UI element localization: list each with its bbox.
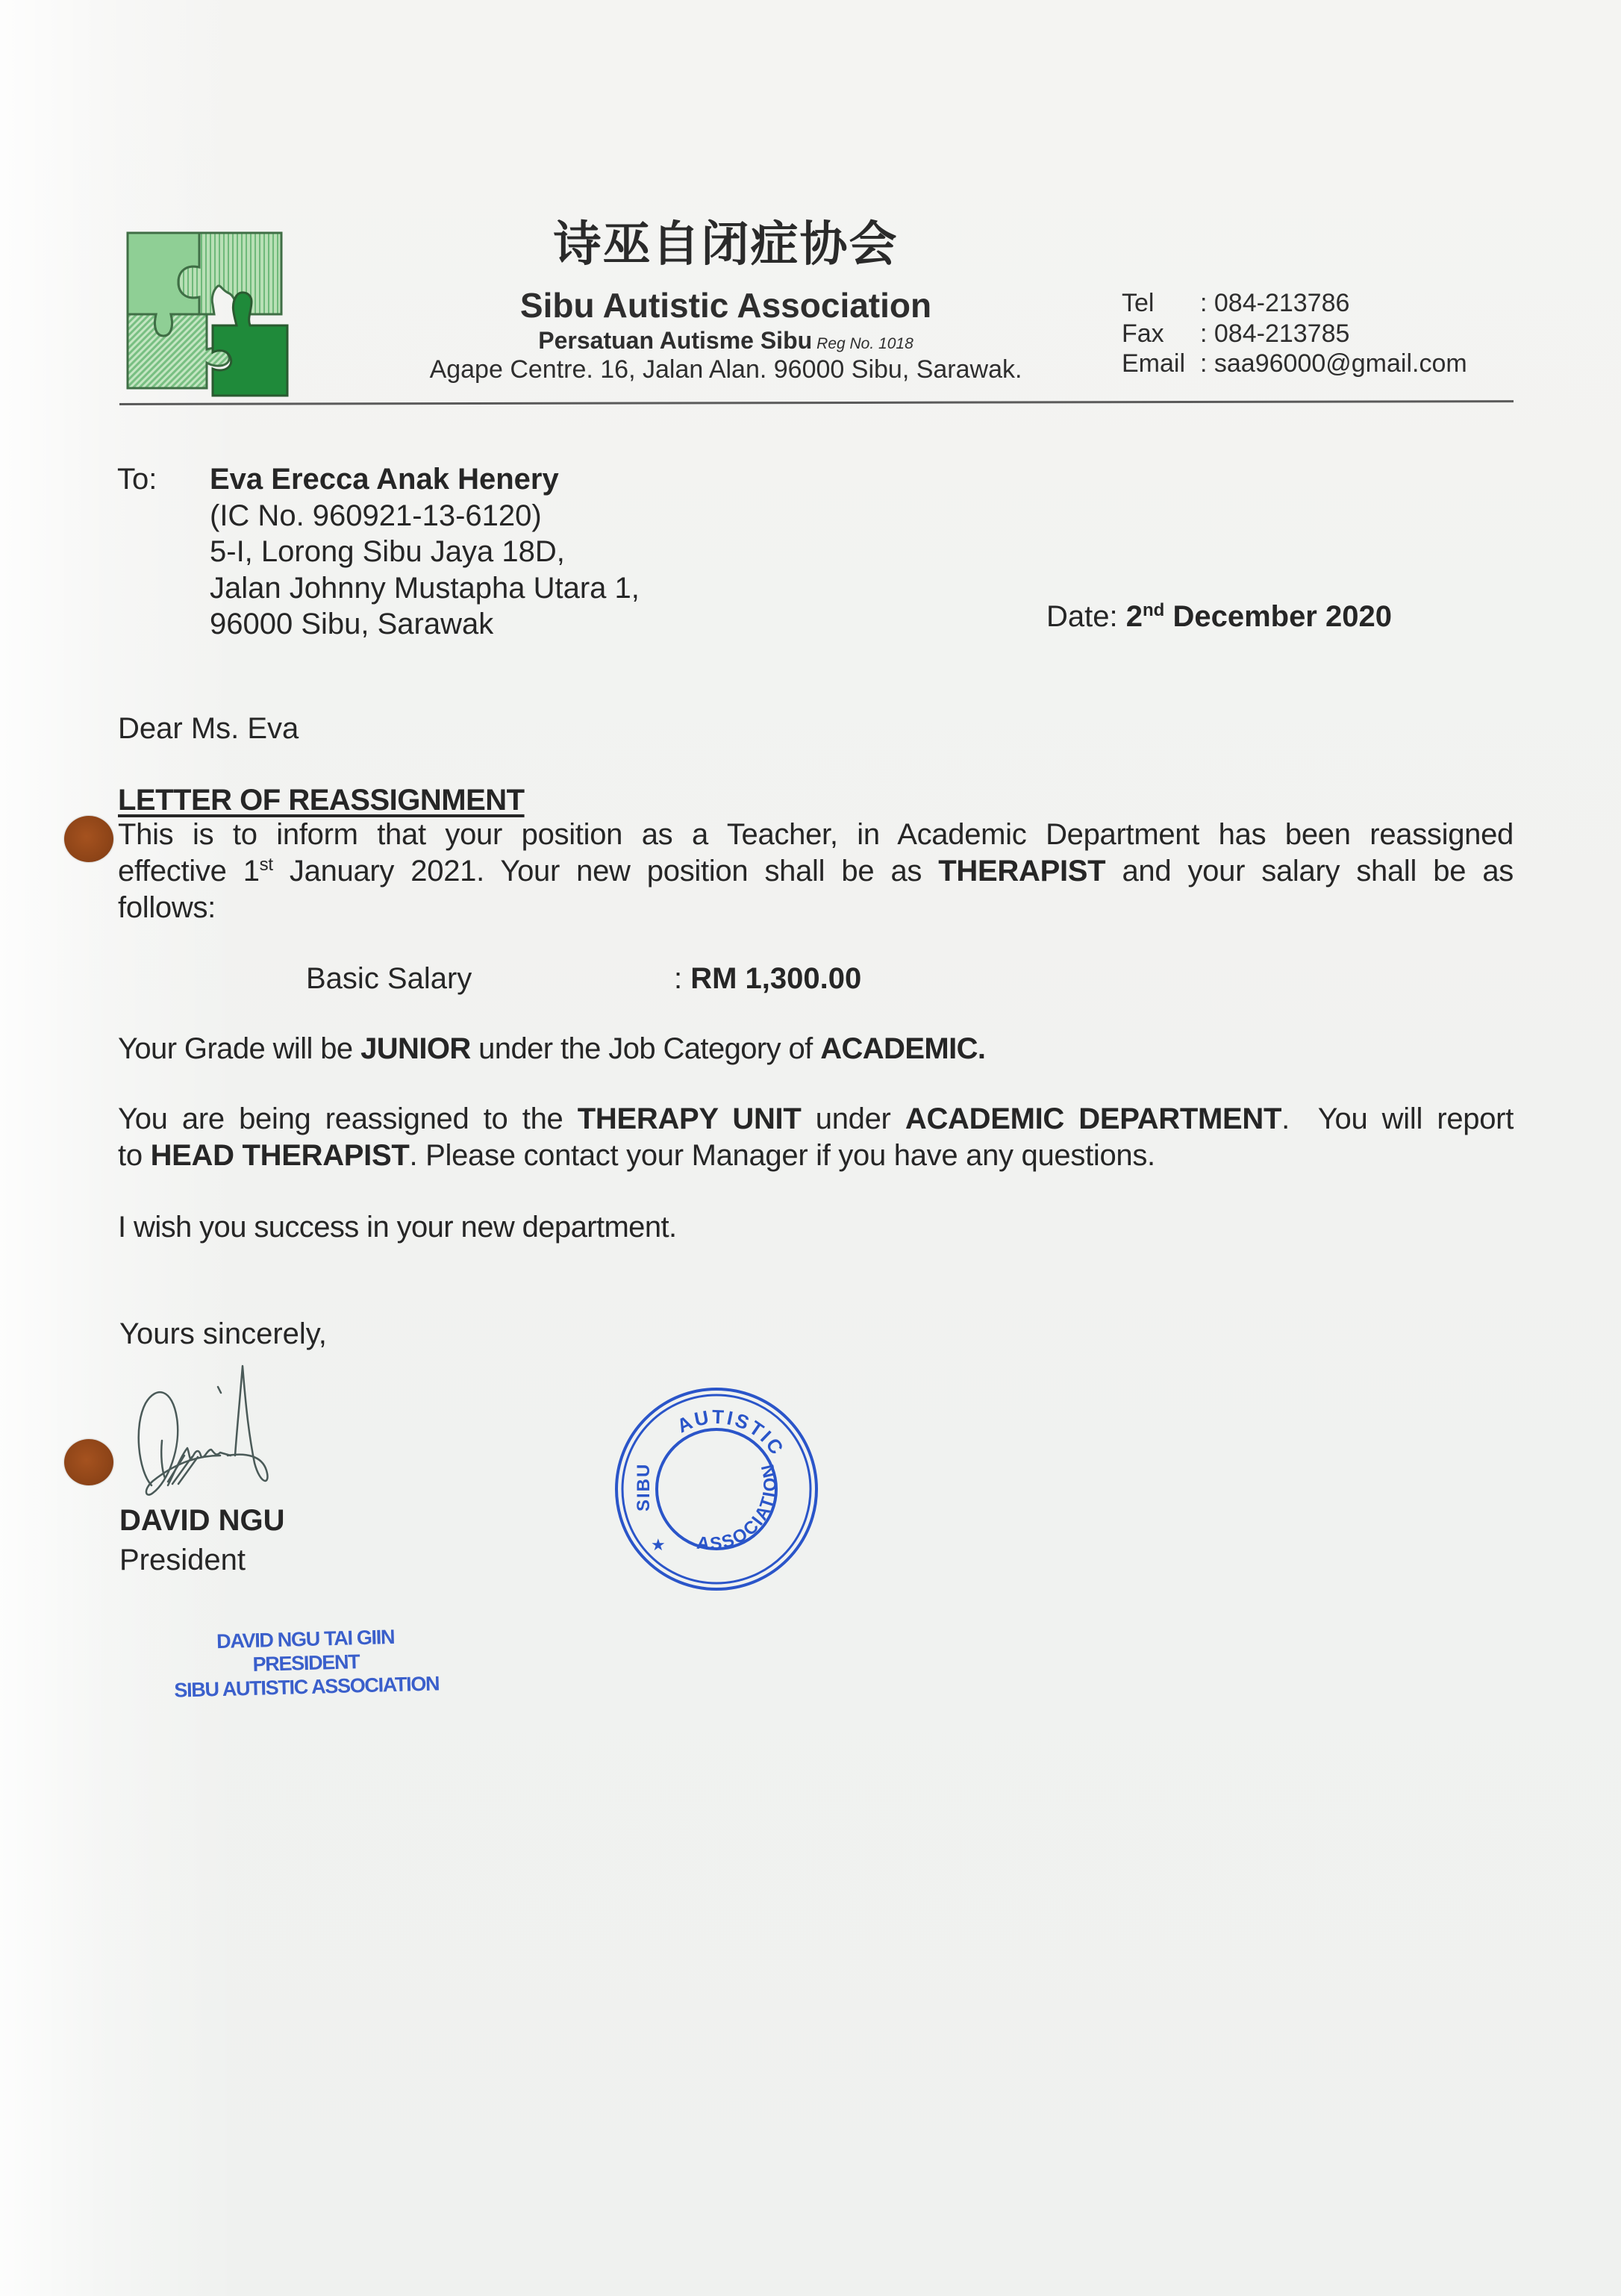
contact-email xyxy=(1122,349,1467,378)
date-day: 2 xyxy=(1125,600,1143,633)
star-icon: ★ xyxy=(651,1535,666,1554)
name-title-stamp xyxy=(149,1623,463,1703)
signer-name: DAVID NGU xyxy=(119,1504,285,1537)
salary-colon: : xyxy=(674,962,691,995)
department-name: ACADEMIC DEPARTMENT xyxy=(905,1102,1282,1135)
punch-hole xyxy=(64,1439,113,1485)
stamp-line: PRESIDENT xyxy=(252,1650,360,1676)
closing-wish: I wish you success in your new department. xyxy=(118,1211,677,1244)
stamp-top-text: AUTISTIC xyxy=(673,1405,790,1461)
text-fragment: effective 1 xyxy=(118,855,260,887)
registration-number: Reg No. 1018 xyxy=(816,335,913,352)
text-fragment: and your salary shall be as xyxy=(1105,855,1514,887)
org-name-english: Sibu Autistic Association xyxy=(519,286,932,325)
salutation: Dear Ms. Eva xyxy=(118,712,299,745)
contact-label: Email xyxy=(1122,349,1186,378)
stamp-line: DAVID NGU TAI GIIN xyxy=(216,1625,395,1653)
new-position: THERAPIST xyxy=(938,855,1106,887)
letter-date xyxy=(1046,599,1392,634)
reassignment-paragraph xyxy=(118,817,1514,926)
text-fragment: under the Job Category of xyxy=(470,1032,821,1065)
paragraph-line: This is to inform that your position as a Teacher, in Academic Department has been reassigned xyxy=(118,818,1514,851)
grade-value: JUNIOR xyxy=(360,1032,471,1065)
org-name-chinese: 诗巫自闭症协会 xyxy=(553,217,899,272)
recipient-address-line: 96000 Sibu, Sarawak xyxy=(210,608,494,640)
date-month-year: December 2020 xyxy=(1172,600,1392,633)
paragraph-line xyxy=(118,853,1514,890)
date-day-suffix: nd xyxy=(1142,600,1165,620)
contact-fax xyxy=(1122,319,1349,349)
text-fragment: to xyxy=(118,1139,151,1172)
recipient-block xyxy=(210,461,640,643)
text-fragment: . Please contact your Manager if you have any questions. xyxy=(409,1139,1155,1172)
recipient-address-line: 5-I, Lorong Sibu Jaya 18D, xyxy=(210,535,565,568)
ordinal-suffix: st xyxy=(259,855,273,875)
contact-value: : 084-213785 xyxy=(1200,319,1350,348)
recipient-name: Eva Erecca Anak Henery xyxy=(210,463,559,496)
unit-paragraph xyxy=(118,1101,1514,1174)
stamp-line: SIBU AUTISTIC ASSOCIATION xyxy=(173,1672,440,1702)
stamp-left-text: SIBU xyxy=(634,1462,654,1512)
unit-name: THERAPY UNIT xyxy=(577,1102,802,1135)
association-seal-stamp xyxy=(612,1385,821,1594)
text-fragment: . You will report xyxy=(1281,1102,1514,1135)
date-label: Date: xyxy=(1046,600,1118,633)
puzzle-pieces-icon xyxy=(125,230,290,397)
letter-heading: LETTER OF REASSIGNMENT xyxy=(118,784,525,817)
to-label: To: xyxy=(117,463,157,496)
grade-statement xyxy=(118,1031,985,1067)
report-to: HEAD THERAPIST xyxy=(150,1139,410,1172)
text-fragment: You are being reassigned to the xyxy=(118,1102,578,1135)
text-fragment: Your Grade will be xyxy=(118,1032,361,1065)
signer-title: President xyxy=(119,1544,246,1576)
contact-label: Tel xyxy=(1122,289,1155,317)
punch-hole xyxy=(64,816,113,862)
job-category: ACADEMIC. xyxy=(820,1032,986,1065)
salary-row-value xyxy=(674,961,861,996)
recipient-address-line: Jalan Johnny Mustapha Utara 1, xyxy=(210,571,640,605)
salary-label: Basic Salary xyxy=(306,962,472,995)
recipient-ic: (IC No. 960921-13-6120) xyxy=(210,499,542,532)
handwritten-signature xyxy=(123,1344,317,1508)
text-fragment: under xyxy=(801,1102,905,1135)
paragraph-line xyxy=(118,1138,1514,1174)
salary-amount: RM 1,300.00 xyxy=(690,962,862,995)
text-fragment: January 2021. Your new position shall be as xyxy=(272,855,939,887)
contact-tel xyxy=(1122,288,1349,318)
paragraph-line: follows: xyxy=(118,891,216,924)
contact-value: : 084-213786 xyxy=(1200,289,1350,317)
paragraph-line xyxy=(118,1101,1514,1138)
contact-label: Fax xyxy=(1122,319,1164,348)
org-name-malay-text: Persatuan Autisme Sibu xyxy=(538,327,813,354)
stamp-right-text: ASSOCIATION xyxy=(696,1461,781,1555)
letterhead-divider xyxy=(119,400,1514,405)
contact-value: : saa96000@gmail.com xyxy=(1200,349,1467,378)
complimentary-close: Yours sincerely, xyxy=(119,1317,327,1350)
org-address: Agape Centre. 16, Jalan Alan. 96000 Sibu, Sarawak. xyxy=(429,355,1022,384)
